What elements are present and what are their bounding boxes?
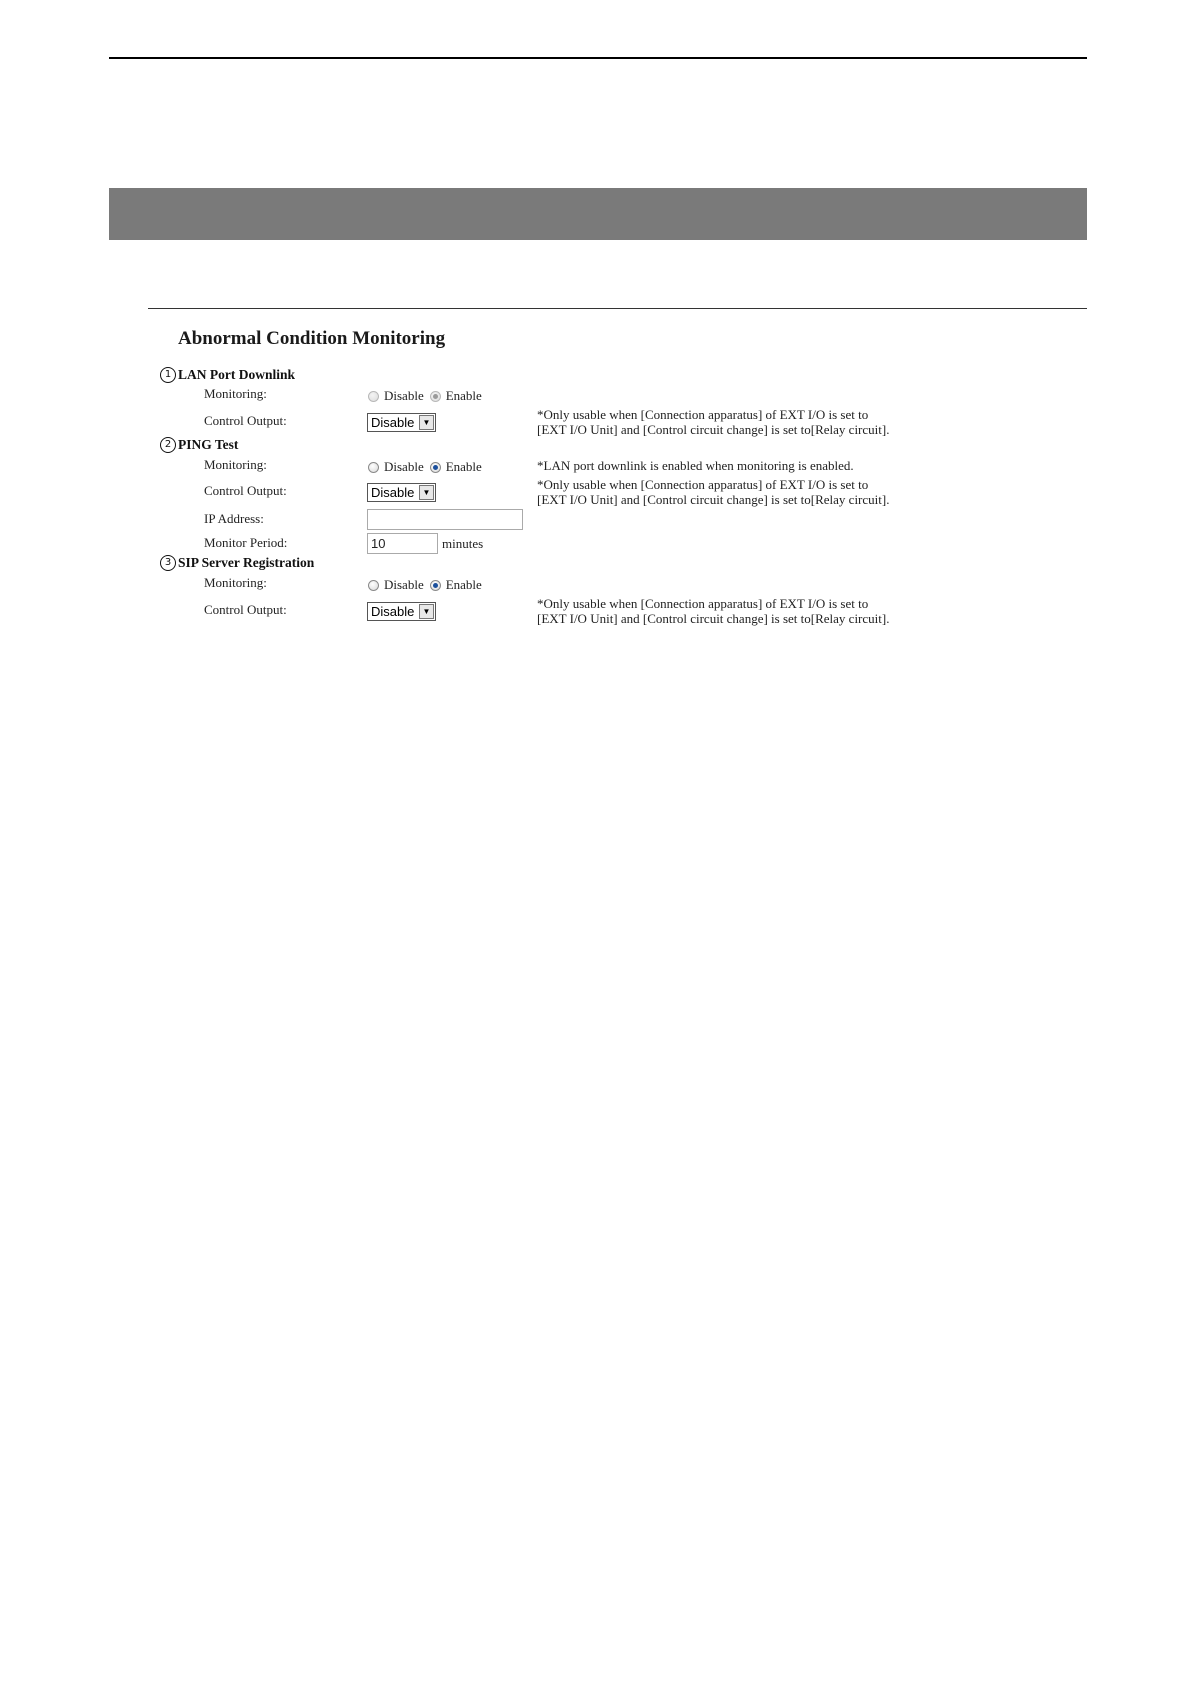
group-title-text: SIP Server Registration (178, 555, 315, 570)
ping-monitoring-label: Monitoring: (204, 457, 267, 472)
lan-control-output-note (537, 407, 889, 437)
ip-address-input[interactable] (367, 509, 523, 530)
chevron-down-icon[interactable]: ▼ (419, 485, 434, 500)
page-title: Abnormal Condition Monitoring (178, 328, 446, 349)
ping-control-output-select[interactable] (367, 483, 436, 502)
sip-monitoring-enable-radio[interactable] (430, 580, 441, 591)
monitor-period-unit: minutes (442, 536, 484, 551)
group-title-text: LAN Port Downlink (178, 367, 296, 382)
sip-monitoring-radio-group (368, 577, 488, 593)
lan-control-output-select[interactable] (367, 413, 436, 432)
ping-monitoring-note: *LAN port downlink is enabled when monitoring is enabled. (537, 458, 854, 473)
sip-control-output-note (537, 596, 889, 626)
note-line: *Only usable when [Connection apparatus] of EXT I/O is set to (537, 407, 869, 422)
group-title-text: PING Test (178, 437, 239, 452)
ping-control-output-label: Control Output: (204, 483, 287, 498)
lan-monitoring-disable-label: Disable (384, 388, 424, 403)
ping-monitoring-disable-radio[interactable] (368, 462, 379, 473)
note-line: *Only usable when [Connection apparatus] of EXT I/O is set to (537, 596, 869, 611)
ping-monitoring-radio-group (368, 459, 488, 475)
group-lan-port-downlink-title (160, 367, 295, 383)
sip-monitoring-disable-radio[interactable] (368, 580, 379, 591)
section-divider (148, 308, 1087, 309)
select-value: Disable (371, 485, 415, 500)
chevron-down-icon[interactable]: ▼ (419, 604, 434, 619)
note-line: *Only usable when [Connection apparatus] of EXT I/O is set to (537, 477, 869, 492)
ping-monitoring-enable-radio[interactable] (430, 462, 441, 473)
group-sip-server-registration-title (160, 555, 314, 571)
circled-number-1: 1 (160, 367, 176, 383)
sip-monitoring-label: Monitoring: (204, 575, 267, 590)
note-line: [EXT I/O Unit] and [Control circuit change] is set to[Relay circuit]. (537, 611, 890, 626)
group-ping-test-title (160, 437, 238, 453)
ping-monitoring-enable-label[interactable]: Enable (445, 459, 482, 474)
section-title-bar (109, 188, 1087, 240)
lan-monitoring-radio-group (368, 388, 488, 404)
lan-control-output-label: Control Output: (204, 413, 287, 428)
lan-monitoring-disable-radio (368, 391, 379, 402)
sip-monitoring-disable-label[interactable]: Disable (384, 577, 424, 592)
note-line: [EXT I/O Unit] and [Control circuit change] is set to[Relay circuit]. (537, 422, 890, 437)
lan-monitoring-label: Monitoring: (204, 386, 267, 401)
circled-number-3: 3 (160, 555, 176, 571)
ping-control-output-note (537, 477, 889, 507)
chevron-down-icon[interactable]: ▼ (419, 415, 434, 430)
sip-monitoring-enable-label[interactable]: Enable (445, 577, 482, 592)
select-value: Disable (371, 604, 415, 619)
lan-monitoring-enable-radio (430, 391, 441, 402)
note-line: [EXT I/O Unit] and [Control circuit change] is set to[Relay circuit]. (537, 492, 890, 507)
monitor-period-label: Monitor Period: (204, 535, 288, 550)
select-value: Disable (371, 415, 415, 430)
ping-monitoring-disable-label[interactable]: Disable (384, 459, 424, 474)
sip-control-output-select[interactable] (367, 602, 436, 621)
ip-address-label: IP Address: (204, 511, 264, 526)
circled-number-2: 2 (160, 437, 176, 453)
page-top-rule (109, 57, 1087, 59)
sip-control-output-label: Control Output: (204, 602, 287, 617)
monitor-period-input[interactable]: 10 (367, 533, 438, 554)
lan-monitoring-enable-label: Enable (445, 388, 482, 403)
